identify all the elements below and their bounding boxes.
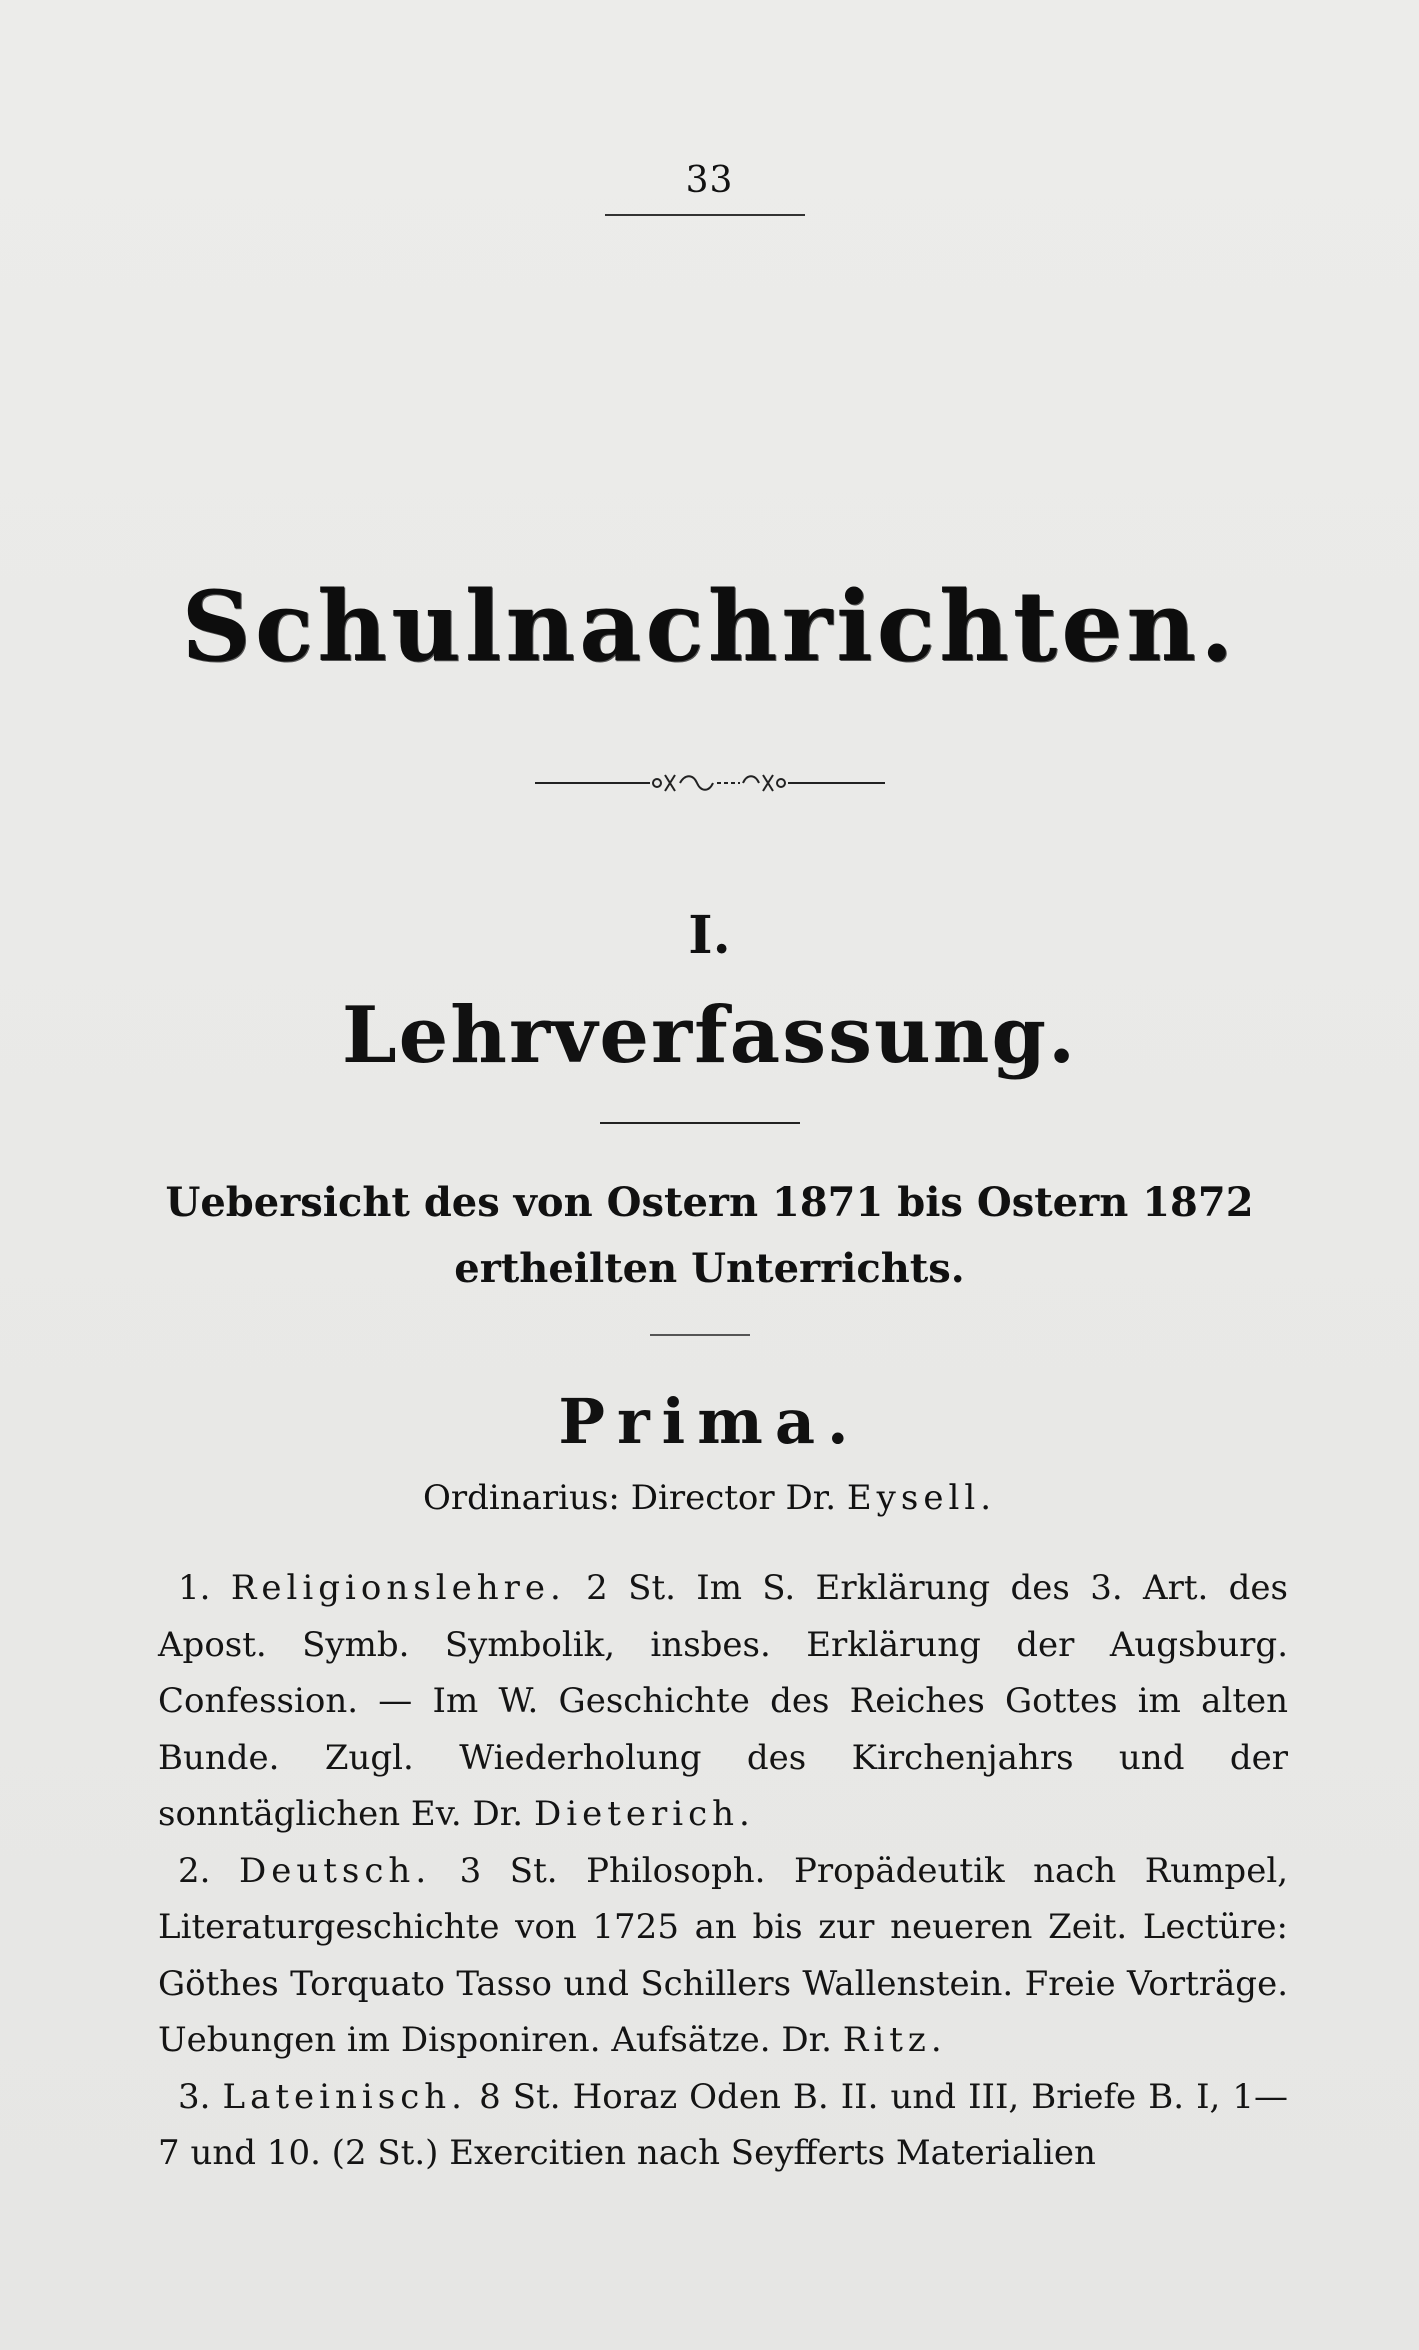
subtitle <box>0 1170 1419 1302</box>
class-title: Prima. <box>558 1385 861 1458</box>
ordinarius-label: Ordinarius: <box>423 1478 620 1518</box>
teacher-name: Dieterich. <box>533 1794 755 1834</box>
ordinarius-name: Eysell. <box>846 1478 996 1518</box>
ordinarius-role: Director <box>630 1478 775 1518</box>
subtitle-rule <box>650 1334 750 1336</box>
paragraph-text: 8 St. Horaz Oden B. II. und III, Briefe B. I, 1—7 und 10. (2 St.) Exercitien nach Seyfferts Materialien <box>158 2076 1289 2173</box>
paragraph-latein <box>158 2069 1288 2182</box>
subtitle-line-1: Uebersicht des von Ostern 1871 bis Ostern 1872 <box>165 1179 1254 1226</box>
page-number-rule <box>605 214 805 216</box>
section-rule <box>600 1122 800 1124</box>
ordinarius-name-prefix: Dr. <box>785 1478 837 1518</box>
teacher-name: Ritz. <box>842 2020 947 2060</box>
paragraph-number: 1. <box>178 1568 211 1608</box>
section-number: I. <box>688 905 731 966</box>
paragraph-number: 3. <box>178 2076 211 2117</box>
subject-name: Religionslehre. <box>230 1568 566 1608</box>
paragraph-deutsch <box>158 1843 1288 2069</box>
paragraph-religion <box>158 1560 1288 1843</box>
paragraph-text: 3 St. Philosoph. Propädeutik nach Rumpel, Literaturgeschichte von 1725 an bis zur neueren Zeit. Lectüre: Göthes Torquato Tasso und Schillers Wallenstein. Freie Vorträge. Uebungen im Disponiren. Aufsätze. Dr. <box>158 1850 1288 2060</box>
main-title: Schulnachrichten. <box>181 570 1238 683</box>
paragraph-number: 2. <box>178 1850 211 1891</box>
page-number: 33 <box>685 160 734 201</box>
subtitle-line-2: ertheilten Unterrichts. <box>454 1245 965 1292</box>
subject-name: Lateinisch. <box>222 2076 467 2117</box>
ordinarius-line <box>0 1478 1419 1518</box>
ornament-divider <box>535 770 885 796</box>
paragraph-text: 2 St. Im S. Erklärung des 3. Art. des Apost. Symb. Symbolik, insbes. Erklärung der Augsburg. Confession. — Im W. Geschichte des Reiches Gottes im alten Bunde. Zugl. Wiederholung des Kirchenjahrs und der sonntäglichen Ev. Dr. <box>158 1568 1288 1834</box>
body-text <box>158 1560 1288 2182</box>
section-title: Lehrverfassung. <box>341 990 1078 1081</box>
subject-name: Deutsch. <box>238 1850 432 1891</box>
